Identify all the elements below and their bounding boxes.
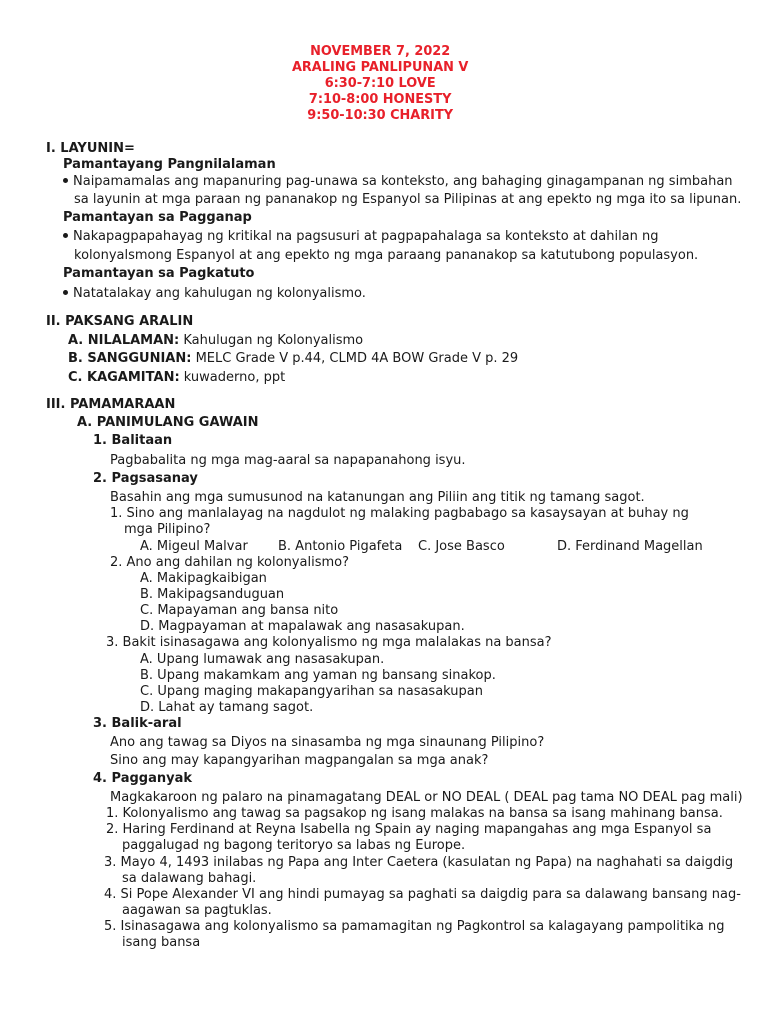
section-pamamaraan-heading: III. PAMAMARAAN [46, 397, 176, 412]
statement-4-line-2: aagawan sa pagtuklas. [122, 903, 272, 918]
kagamitan-row [68, 370, 285, 386]
balitaan-text: Pagbabalita ng mga mag-aaral sa napapanahong isyu. [110, 453, 466, 468]
sanggunian-row [68, 351, 518, 367]
pagganyak-title: 4. Pagganyak [93, 771, 192, 786]
statement-3-line-1: 3. Mayo 4, 1493 inilabas ng Papa ang Inter Caetera (kasulatan ng Papa) na naghahati sa daigdig [104, 855, 734, 870]
section-layunin-heading: I. LAYUNIN= [46, 141, 135, 156]
schedule-line-1: 6:30-7:10 LOVE [324, 76, 436, 91]
section-paksa-heading: II. PAKSANG ARALIN [46, 314, 194, 329]
question-3: 3. Bakit isinasagawa ang kolonyalismo ng mga malalakas na bansa? [106, 635, 552, 650]
pagganap-bullet [63, 229, 659, 245]
question-1-choice-d: D. Ferdinand Magellan [557, 539, 703, 554]
statement-5-line-1: 5. Isinasagawa ang kolonyalismo sa pamamagitan ng Pagkontrol sa kalagayang pampolitika ng [104, 919, 725, 934]
question-3-choice-c: C. Upang maging makapangyarihan sa nasasakupan [140, 684, 483, 699]
pangnilalaman-text-2: sa layunin at mga paraan ng pananakop ng Espanyol sa Pilipinas at ang epekto ng mga ito sa lipunan. [74, 192, 742, 207]
pagsasanay-title: 2. Pagsasanay [93, 471, 198, 486]
balikaral-question-2: Sino ang may kapangyarihan magpangalan sa mga anak? [110, 753, 489, 768]
pangnilalaman-bullet [63, 174, 733, 190]
question-2-choice-d: D. Magpayaman at mapalawak ang nasasakupan. [140, 619, 465, 634]
pagganap-text-1: Nakapagpapahayag ng kritikal na pagsusuri at pagpapahalaga sa konteksto at dahilan ng [73, 229, 659, 244]
statement-4-line-1: 4. Si Pope Alexander VI ang hindi pumayag sa paghati sa daigdig para sa dalawang bansang nag- [104, 887, 741, 902]
sanggunian-value: MELC Grade V p.44, CLMD 4A BOW Grade V p. 29 [191, 351, 519, 366]
pagkatuto-title: Pamantayan sa Pagkatuto [63, 266, 255, 281]
question-2-choice-b: B. Makipagsanduguan [140, 587, 285, 602]
lesson-date: NOVEMBER 7, 2022 [310, 44, 451, 59]
statement-1: 1. Kolonyalismo ang tawag sa pagsakop ng isang malakas na bansa sa isang mahinang bansa. [106, 806, 723, 821]
schedule-line-3: 9:50-10:30 CHARITY [307, 108, 454, 123]
nilalaman-row [68, 333, 363, 349]
balitaan-title: 1. Balitaan [93, 433, 173, 448]
pagganap-title: Pamantayan sa Pagganap [63, 210, 252, 225]
statement-5-line-2: isang bansa [122, 935, 201, 950]
question-1-line-2: mga Pilipino? [124, 522, 211, 537]
statement-3-line-2: sa dalawang bahagi. [122, 871, 257, 886]
question-3-choice-a: A. Upang lumawak ang nasasakupan. [140, 652, 385, 667]
nilalaman-value: Kahulugan ng Kolonyalismo [179, 333, 364, 348]
pagsasanay-intro: Basahin ang mga sumusunod na katanungan ang Piliin ang titik ng tamang sagot. [110, 490, 645, 505]
pagkatuto-bullet [63, 286, 366, 302]
question-1-choice-c: C. Jose Basco [418, 539, 505, 554]
pangnilalaman-title: Pamantayang Pangnilalaman [63, 157, 276, 172]
bullet-icon [63, 178, 68, 183]
statement-2-line-2: paggalugad ng bagong teritoryo sa labas ng Europe. [122, 838, 466, 853]
bullet-icon [63, 233, 68, 238]
subject-title: ARALING PANLIPUNAN V [291, 60, 469, 75]
bullet-icon [63, 290, 68, 295]
question-2-choice-a: A. Makipagkaibigan [140, 571, 267, 586]
panimulang-gawain-heading: A. PANIMULANG GAWAIN [77, 415, 259, 430]
question-3-choice-d: D. Lahat ay tamang sagot. [140, 700, 314, 715]
question-1-choice-b: B. Antonio Pigafeta [278, 539, 403, 554]
pagkatuto-text: Natatalakay ang kahulugan ng kolonyalismo. [73, 286, 366, 301]
nilalaman-label: A. NILALAMAN: [68, 333, 180, 348]
balikaral-question-1: Ano ang tawag sa Diyos na sinasamba ng mga sinaunang Pilipino? [110, 735, 545, 750]
question-3-choice-b: B. Upang makamkam ang yaman ng bansang sinakop. [140, 668, 496, 683]
sanggunian-label: B. SANGGUNIAN: [68, 351, 192, 366]
kagamitan-label: C. KAGAMITAN: [68, 370, 180, 385]
pagganap-text-2: kolonyalsmong Espanyol at ang epekto ng mga paraang pananakop sa katutubong populasyon. [74, 248, 699, 263]
question-2: 2. Ano ang dahilan ng kolonyalismo? [110, 555, 349, 570]
balikaral-title: 3. Balik-aral [93, 716, 182, 731]
schedule-line-2: 7:10-8:00 HONESTY [308, 92, 452, 107]
statement-2-line-1: 2. Haring Ferdinand at Reyna Isabella ng Spain ay naging mapangahas ang mga Espanyol sa [106, 822, 712, 837]
question-1-line-1: 1. Sino ang manlalayag na nagdulot ng malaking pagbabago sa kasaysayan at buhay ng [110, 506, 689, 521]
pagganyak-intro: Magkakaroon ng palaro na pinamagatang DEAL or NO DEAL ( DEAL pag tama NO DEAL pag mali) [110, 790, 743, 805]
question-2-choice-c: C. Mapayaman ang bansa nito [140, 603, 339, 618]
kagamitan-value: kuwaderno, ppt [179, 370, 286, 385]
pangnilalaman-text-1: Naipamamalas ang mapanuring pag-unawa sa konteksto, ang bahaging ginagampanan ng simbahan [73, 174, 733, 189]
question-1-choice-a: A. Migeul Malvar [140, 539, 248, 554]
